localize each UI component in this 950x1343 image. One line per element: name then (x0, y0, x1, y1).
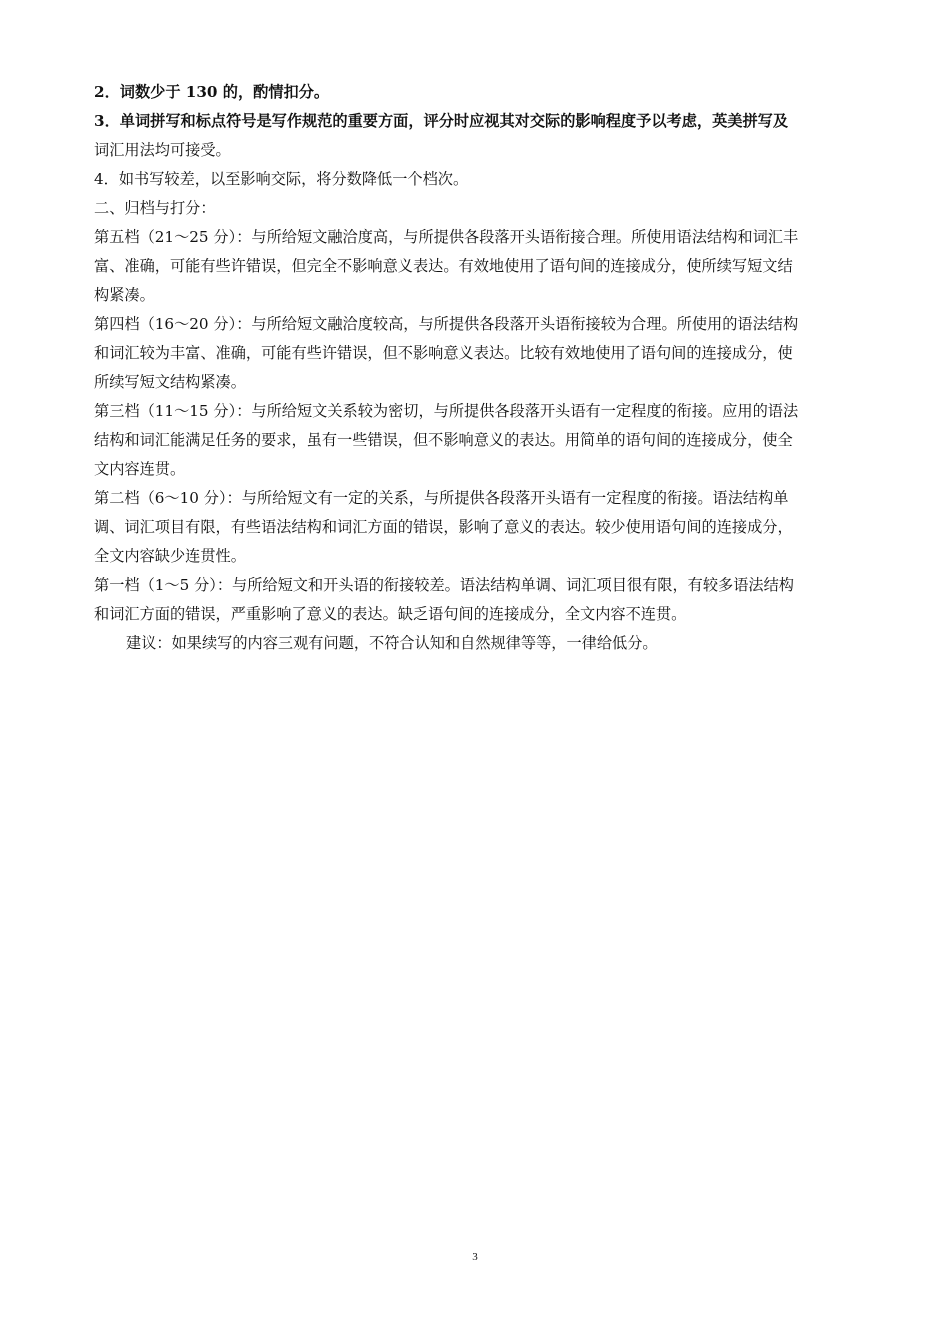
tier-5-line: 构紧凑。 (94, 286, 155, 304)
tier-2-paragraph (94, 484, 864, 571)
tier-1-line: 第一档（1～5 分）：与所给短文和开头语的衔接较差。语法结构单调、词汇项目很有限，有较多语法结构 (94, 576, 794, 594)
tier-3-line: 结构和词汇能满足任务的要求，虽有一些错误，但不影响意义的表达。用简单的语句间的连接成分，使全 (94, 431, 793, 449)
rule-item-3-line-2: 词汇用法均可接受。 (94, 141, 231, 159)
section-heading: 二、归档与打分： (94, 199, 216, 217)
tier-4-paragraph (94, 310, 864, 397)
tier-4-line: 和词汇较为丰富、准确，可能有些许错误，但不影响意义表达。比较有效地使用了语句间的连接成分，使 (94, 344, 793, 362)
tier-2-line: 全文内容缺少连贯性。 (94, 547, 246, 565)
document-body (94, 78, 864, 658)
tier-5-line: 第五档（21～25 分）：与所给短文融洽度高，与所提供各段落开头语衔接合理。所使用语法结构和词汇丰 (94, 228, 799, 246)
tier-3-line: 第三档（11～15 分）：与所给短文关系较为密切，与所提供各段落开头语有一定程度的衔接。应用的语法 (94, 402, 799, 420)
tier-1-line: 和词汇方面的错误，严重影响了意义的表达。缺乏语句间的连接成分，全文内容不连贯。 (94, 605, 687, 623)
tier-5-paragraph (94, 223, 864, 310)
tier-3-paragraph (94, 397, 864, 484)
tier-2-line: 第二档（6～10 分）：与所给短文有一定的关系，与所提供各段落开头语有一定程度的衔接。语法结构单 (94, 489, 789, 507)
tier-2-line: 调、词汇项目有限，有些语法结构和词汇方面的错误，影响了意义的表达。较少使用语句间的连接成分， (94, 518, 793, 536)
tier-5-line: 富、准确，可能有些许错误，但完全不影响意义表达。有效地使用了语句间的连接成分，使所续写短文结 (94, 257, 793, 275)
tier-4-line: 所续写短文结构紧凑。 (94, 373, 246, 391)
rule-item-2: 2．词数少于 130 的，酌情扣分。 (94, 83, 330, 101)
page-number: 3 (472, 1251, 478, 1263)
tier-1-paragraph (94, 571, 864, 629)
tier-3-line: 文内容连贯。 (94, 460, 186, 478)
rule-item-4: 4．如书写较差，以至影响交际，将分数降低一个档次。 (94, 170, 469, 188)
tier-4-line: 第四档（16～20 分）：与所给短文融洽度较高，与所提供各段落开头语衔接较为合理。所使用的语法结构 (94, 315, 799, 333)
rule-item-3-line-1: 3．单词拼写和标点符号是写作规范的重要方面，评分时应视其对交际的影响程度予以考虑，英美拼写及 (94, 112, 789, 130)
suggestion-text: 建议：如果续写的内容三观有问题，不符合认知和自然规律等等，一律给低分。 (126, 634, 658, 652)
